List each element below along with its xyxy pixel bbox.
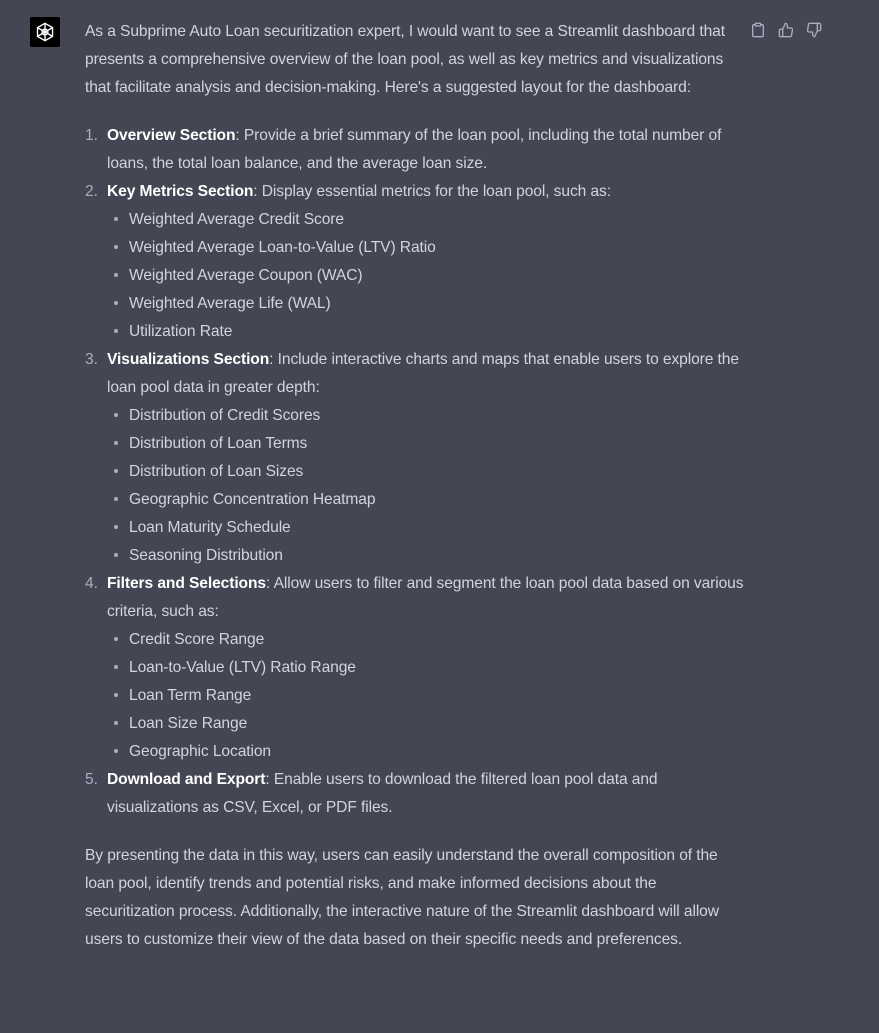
bullet-dot-icon — [114, 441, 118, 445]
section-number: 5. — [85, 771, 98, 788]
section-item — [85, 122, 745, 178]
bullet-item — [107, 542, 745, 570]
bullet-text: Credit Score Range — [129, 631, 265, 648]
assistant-message — [85, 18, 745, 954]
section-title: Overview Section — [107, 127, 236, 144]
bullet-text: Geographic Location — [129, 743, 272, 760]
bullet-text: Loan Term Range — [129, 687, 252, 704]
bullet-item — [107, 738, 745, 766]
bullet-text: Distribution of Loan Terms — [129, 435, 308, 452]
bullet-item — [107, 262, 745, 290]
section-text: : Enable users to download the filtered loan pool data and visualizations as CSV, Excel, or PDF files. — [107, 771, 658, 816]
section-number: 3. — [85, 351, 98, 368]
bullet-text: Loan-to-Value (LTV) Ratio Range — [129, 659, 356, 676]
bullet-list — [107, 206, 745, 346]
section-item — [85, 346, 745, 570]
bullet-item — [107, 626, 745, 654]
bullet-item — [107, 710, 745, 738]
section-item — [85, 178, 745, 346]
bullet-item — [107, 654, 745, 682]
bullet-text: Weighted Average Life (WAL) — [129, 295, 331, 312]
thumbs-up-button[interactable] — [776, 20, 796, 40]
section-title: Visualizations Section — [107, 351, 270, 368]
bullet-text: Loan Maturity Schedule — [129, 519, 291, 536]
bullet-item — [107, 234, 745, 262]
bullet-item — [107, 206, 745, 234]
section-item — [85, 766, 745, 822]
bullet-dot-icon — [114, 525, 118, 529]
bullet-item — [107, 682, 745, 710]
bullet-item — [107, 290, 745, 318]
bullet-dot-icon — [114, 469, 118, 473]
bullet-text: Loan Size Range — [129, 715, 248, 732]
bullet-text: Distribution of Credit Scores — [129, 407, 321, 424]
bullet-text: Seasoning Distribution — [129, 547, 283, 564]
bullet-text: Weighted Average Credit Score — [129, 211, 344, 228]
bullet-dot-icon — [114, 497, 118, 501]
bullet-text: Distribution of Loan Sizes — [129, 463, 304, 480]
section-item — [85, 570, 745, 766]
section-text: : Allow users to filter and segment the loan pool data based on various criteria, such as: — [107, 575, 744, 620]
openai-logo-icon — [34, 21, 56, 43]
bullet-dot-icon — [114, 749, 118, 753]
bullet-dot-icon — [114, 329, 118, 333]
bullet-dot-icon — [114, 301, 118, 305]
bullet-list — [107, 402, 745, 570]
section-number: 1. — [85, 127, 98, 144]
message-actions — [748, 20, 824, 40]
conclusion-paragraph: By presenting the data in this way, users can easily understand the overall composition of the loan pool, identify trends and potential risks, and make informed decisions about the securitization process. Additionally, the interactive nature of the Streamlit dashboard will allow users to customize their view of the data based on their specific needs and preferences. — [85, 847, 719, 948]
thumbs-down-button[interactable] — [804, 20, 824, 40]
bullet-item — [107, 486, 745, 514]
bullet-text: Weighted Average Coupon (WAC) — [129, 267, 363, 284]
bullet-text: Geographic Concentration Heatmap — [129, 491, 376, 508]
bullet-dot-icon — [114, 665, 118, 669]
bullet-dot-icon — [114, 245, 118, 249]
bullet-dot-icon — [114, 637, 118, 641]
section-text: : Display essential metrics for the loan pool, such as: — [253, 183, 611, 200]
bullet-list — [107, 626, 745, 766]
section-title: Filters and Selections — [107, 575, 266, 592]
section-title: Key Metrics Section — [107, 183, 254, 200]
section-list — [85, 122, 745, 822]
bullet-item — [107, 514, 745, 542]
section-number: 4. — [85, 575, 98, 592]
thumbs-up-icon — [778, 22, 794, 38]
bullet-item — [107, 402, 745, 430]
copy-button[interactable] — [748, 20, 768, 40]
bullet-item — [107, 318, 745, 346]
clipboard-icon — [750, 22, 766, 38]
bullet-item — [107, 430, 745, 458]
bullet-dot-icon — [114, 413, 118, 417]
thumbs-down-icon — [806, 22, 822, 38]
intro-paragraph: As a Subprime Auto Loan securitization expert, I would want to see a Streamlit dashboard that presents a comprehensive overview of the loan pool, as well as key metrics and visualizations that facilitate analysis and decision-making. Here's a suggested layout for the dashboard: — [85, 23, 725, 96]
bullet-dot-icon — [114, 553, 118, 557]
section-text: : Include interactive charts and maps that enable users to explore the loan pool data in greater depth: — [107, 351, 739, 396]
bullet-dot-icon — [114, 693, 118, 697]
section-text: : Provide a brief summary of the loan pool, including the total number of loans, the total loan balance, and the average loan size. — [107, 127, 722, 172]
section-title: Download and Export — [107, 771, 266, 788]
bullet-dot-icon — [114, 217, 118, 221]
section-number: 2. — [85, 183, 98, 200]
assistant-avatar — [30, 17, 60, 47]
bullet-text: Weighted Average Loan-to-Value (LTV) Ratio — [129, 239, 436, 256]
bullet-dot-icon — [114, 721, 118, 725]
bullet-text: Utilization Rate — [129, 323, 233, 340]
bullet-dot-icon — [114, 273, 118, 277]
bullet-item — [107, 458, 745, 486]
